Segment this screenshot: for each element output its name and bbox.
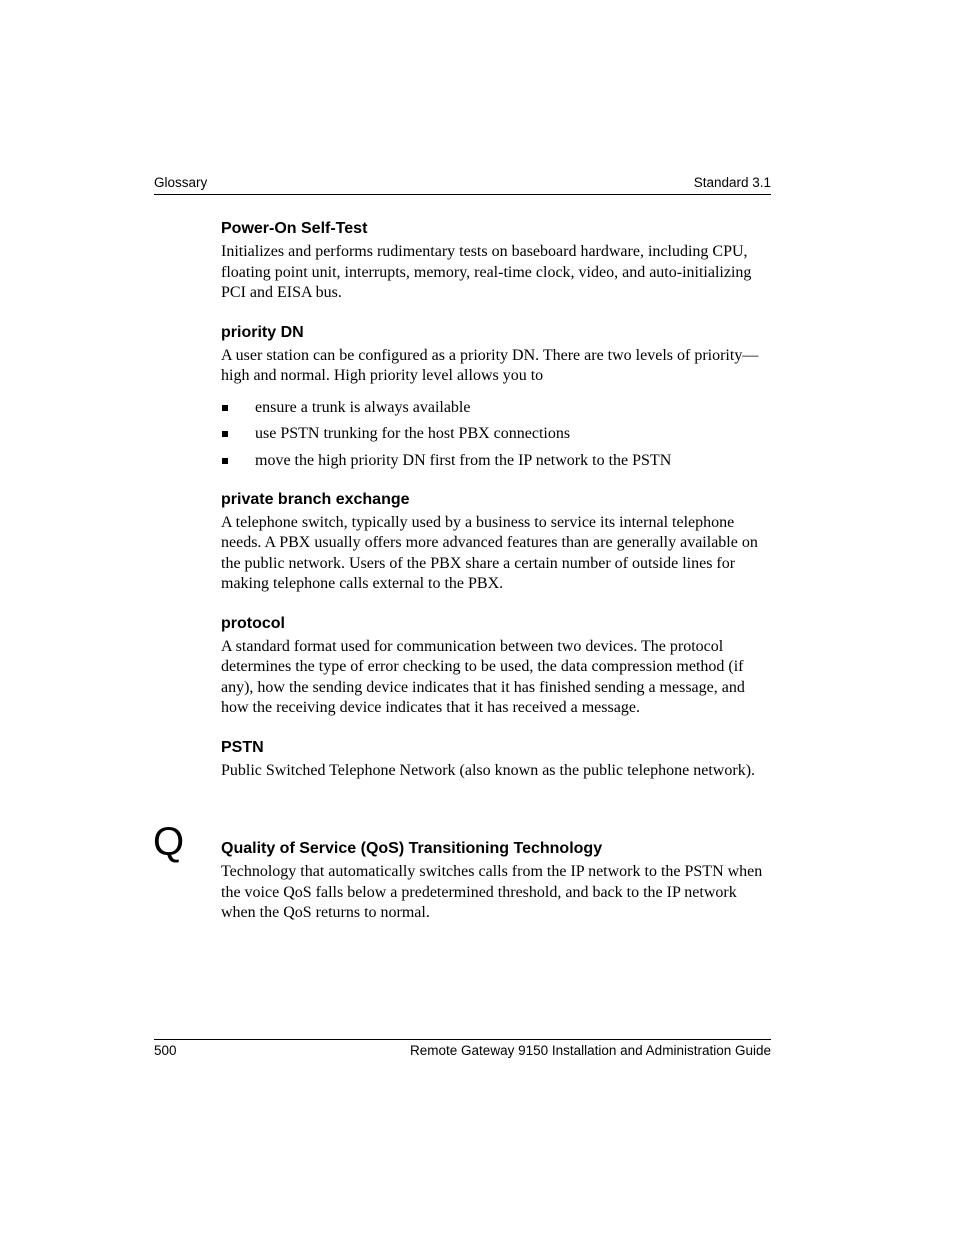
glossary-definition: A telephone switch, typically used by a business to service its internal telephone needs. A PBX usually offers more advanced features than are generally available on the public network. Users of the PBX share a certain number of outside lines for making telephone calls external to the PBX. [221, 513, 758, 592]
glossary-term: priority DN [221, 323, 304, 341]
glossary-definition: A standard format used for communication between two devices. The protocol determines the type of error checking to be used, the data compression method (if any), how the sending device indicates that it has finished sending a message, and how the receiving device indicates that it has received a message. [221, 637, 745, 716]
header-standard: Standard 3.1 [693, 175, 771, 190]
glossary-definition: Initializes and performs rudimentary tests on baseboard hardware, including CPU, floating point unit, interrupts, memory, real-time clock, video, and auto-initializing PCI and EISA bus. [221, 243, 752, 301]
page-header [154, 175, 771, 195]
glossary-term: private branch exchange [221, 490, 410, 508]
glossary-term: PSTN [221, 738, 264, 756]
header-section-title: Glossary [154, 175, 208, 190]
document-title: Remote Gateway 9150 Installation and Administration Guide [410, 1043, 771, 1058]
glossary-definition: Technology that automatically switches calls from the IP network to the PSTN when the voice QoS falls below a predetermined threshold, and back to the IP network when the QoS returns to normal. [221, 863, 763, 921]
bullet-square-icon [222, 405, 228, 411]
page-number: 500 [154, 1043, 177, 1058]
glossary-content [221, 219, 773, 800]
glossary-entry [221, 738, 773, 782]
glossary-term: Quality of Service (QoS) Transitioning Technology [221, 840, 603, 857]
bullet-list [221, 398, 773, 471]
page-footer [154, 1039, 771, 1058]
glossary-entry [221, 490, 773, 595]
bullet-square-icon [222, 431, 228, 437]
glossary-entry [221, 614, 773, 719]
glossary-definition: Public Switched Telephone Network (also known as the public telephone network). [221, 761, 756, 779]
glossary-term: Power-On Self-Test [221, 220, 368, 237]
glossary-definition: A user station can be configured as a priority DN. There are two levels of priority—high and normal. High priority level allows you to [221, 346, 759, 384]
glossary-entry [221, 219, 773, 304]
list-item: ensure a trunk is always available [221, 398, 773, 418]
bullet-square-icon [222, 458, 228, 464]
glossary-entry [221, 839, 773, 924]
section-letter: Q [153, 820, 185, 864]
glossary-term: protocol [221, 614, 285, 632]
list-item: use PSTN trunking for the host PBX connections [221, 424, 773, 444]
glossary-entry [221, 323, 773, 471]
list-item: move the high priority DN first from the IP network to the PSTN [221, 451, 773, 471]
